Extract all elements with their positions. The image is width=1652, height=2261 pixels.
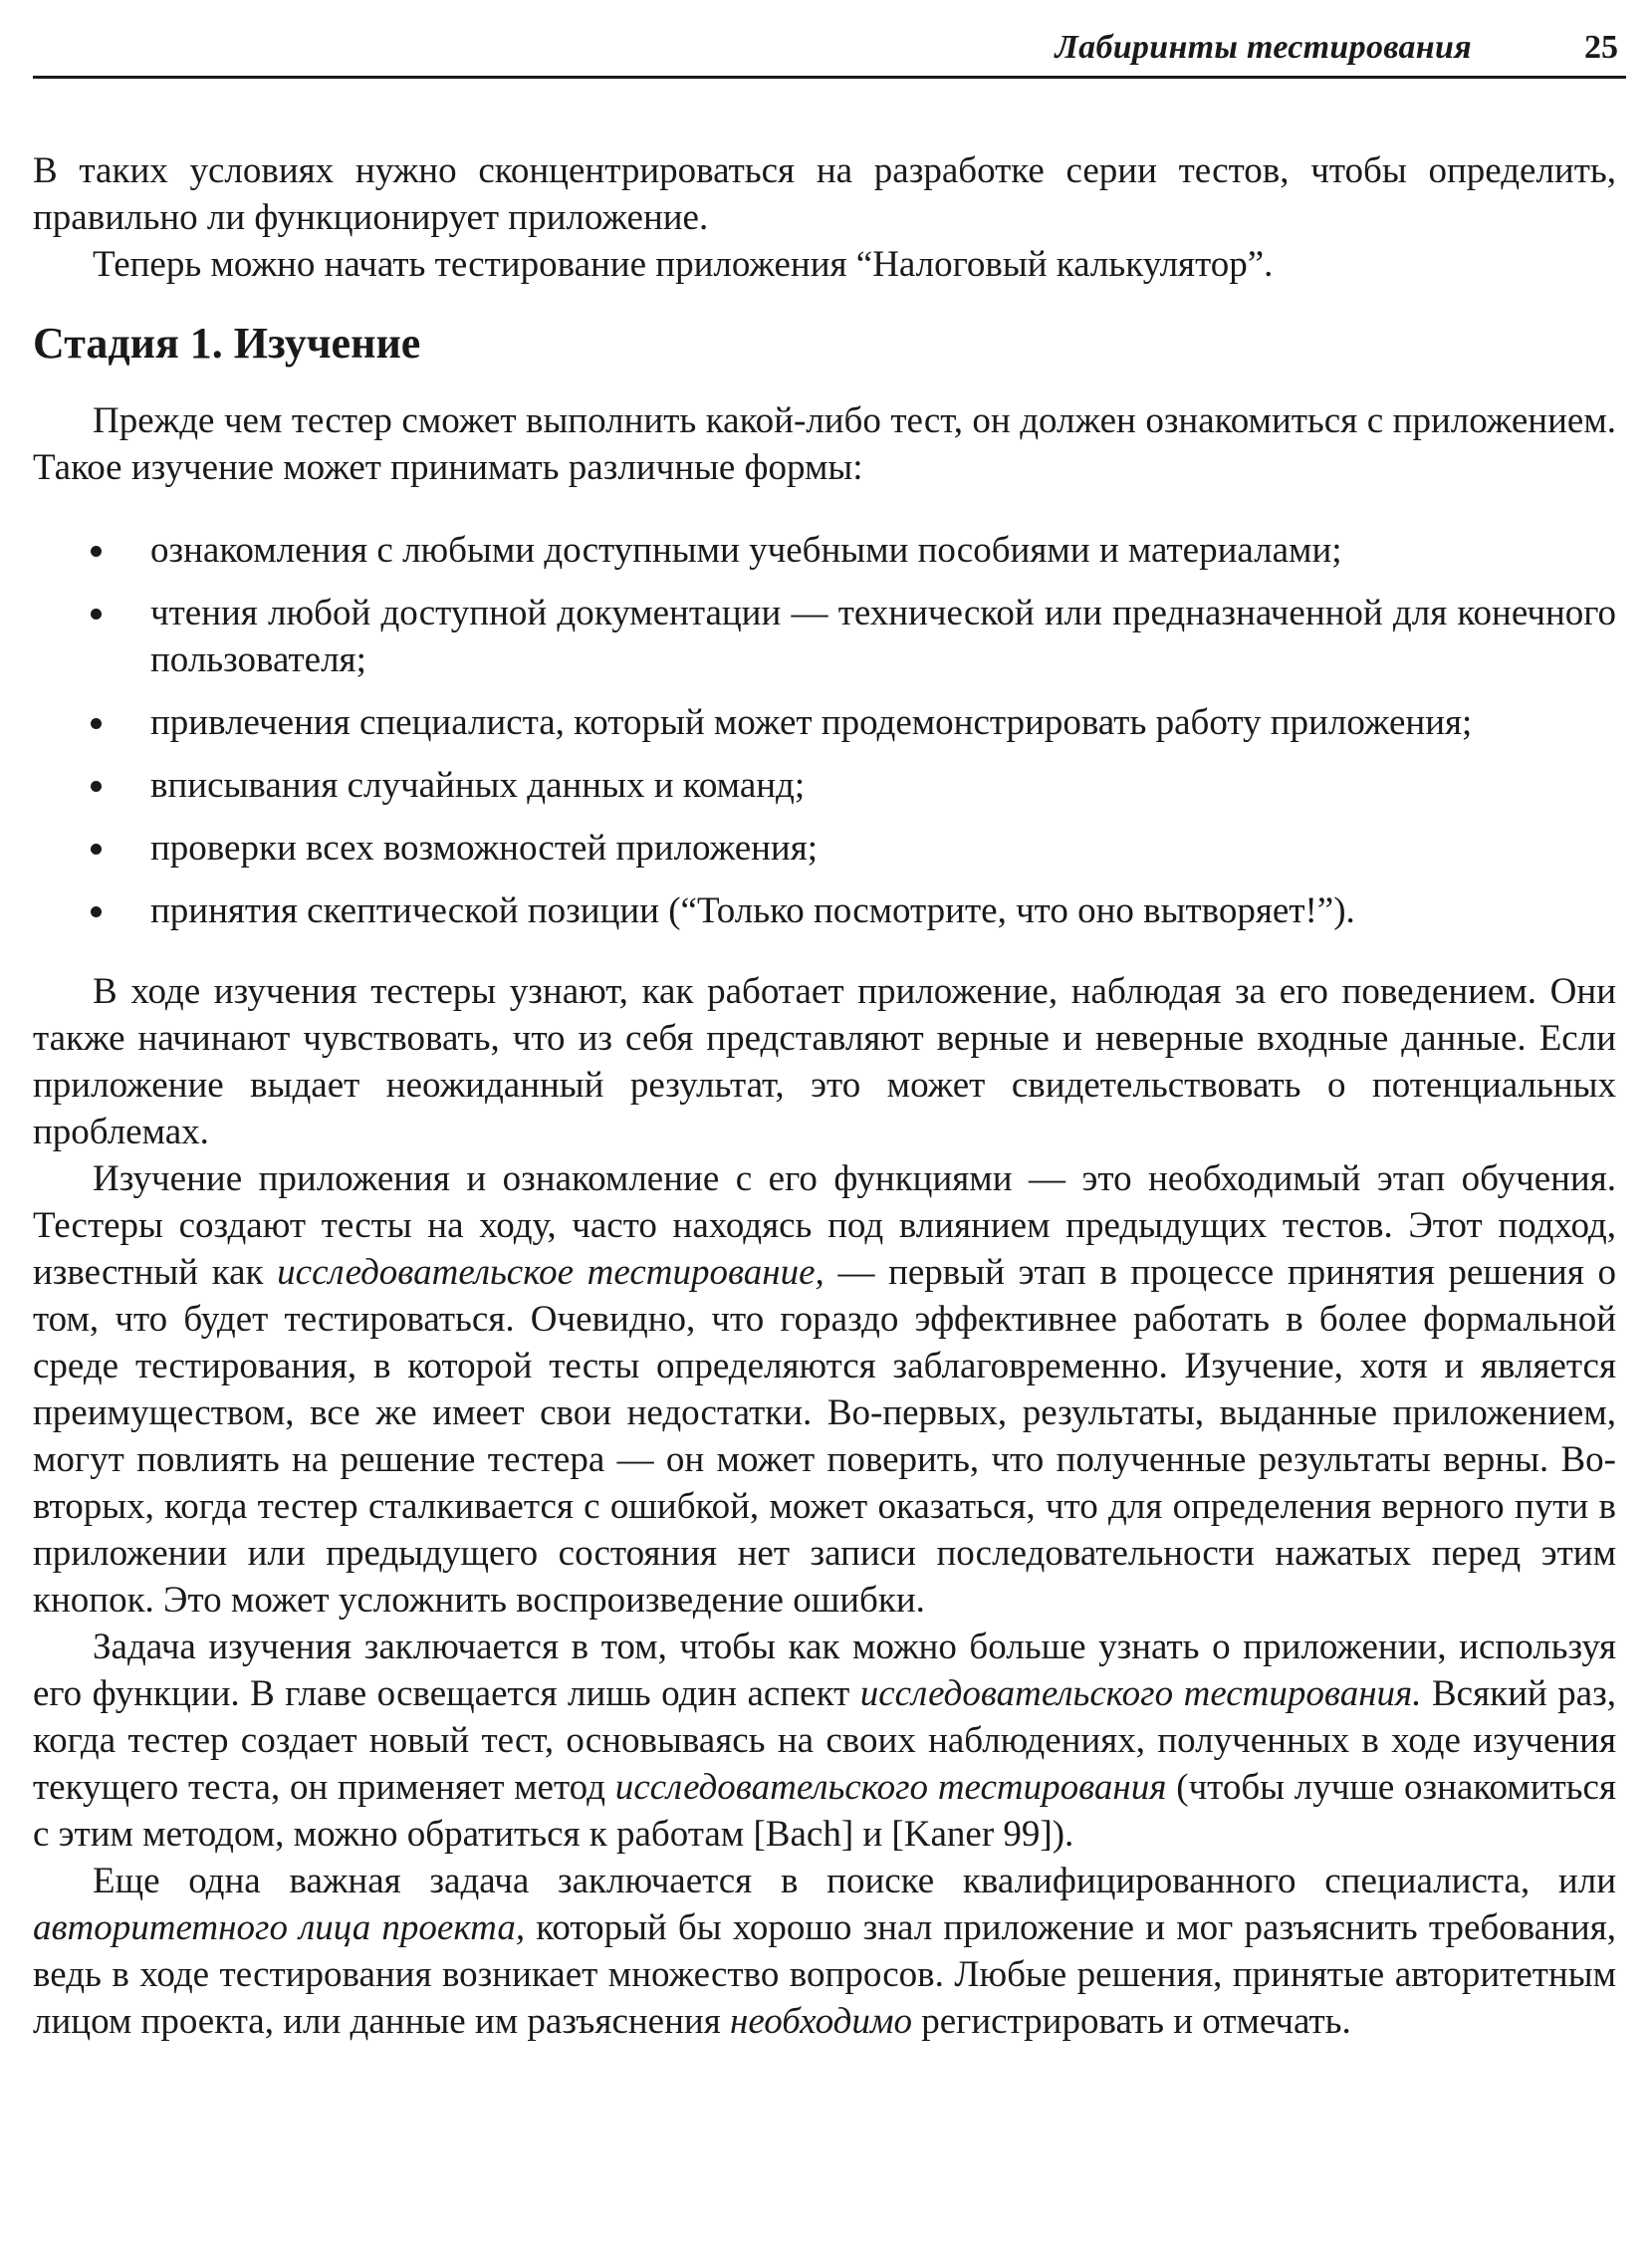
bullet-icon <box>91 906 102 917</box>
section-paragraph-2: В ходе изучения тестеры узнают, как работает приложение, наблюдая за его поведением. Они также начинают чувствовать, что из себя представляют верные и неверные входные данные. Если приложение выдает неожиданный результат, это может свидетельствовать о потенциальных проблемах. <box>33 971 1616 1152</box>
bullet-icon <box>91 718 102 729</box>
italic-term: исследовательского тестирования. <box>859 1673 1422 1714</box>
body-text <box>33 147 1616 2045</box>
running-title: Лабиринты тестирования <box>1055 29 1472 66</box>
list-item <box>33 699 1616 746</box>
list-item-text: чтения любой доступной документации — технической или предназначенной для конечного пользователя; <box>150 593 1616 680</box>
bullet-icon <box>91 546 102 557</box>
list-item <box>33 825 1616 872</box>
list-item <box>33 527 1616 574</box>
paragraph-text: регистрировать и отмечать. <box>911 2001 1351 2042</box>
bullet-icon <box>91 609 102 620</box>
paragraph-text: который бы хорошо знал приложение и мог разъяснить требования, ведь в ходе тестирования возникает множество вопросов. Любые решения, принятые авторитетным лицом проекта, или данные им разъяснения <box>33 1907 1617 2042</box>
italic-term: авторитетного лица проекта, <box>33 1907 526 1948</box>
bullet-icon <box>91 781 102 792</box>
bullet-list <box>33 527 1616 934</box>
paragraph-text: Изучение приложения и ознакомление с его функциями — это необходимый этап обучения. Тестеры создают тесты на ходу, часто находясь под влиянием предыдущих тестов. Этот подход, известный как <box>33 1158 1616 1293</box>
running-header <box>33 18 1626 79</box>
section-paragraph-5 <box>33 1858 1616 2045</box>
paragraph-text: Всякий раз, когда тестер создает новый тест, основываясь на своих наблюдениях, полученных в ходе изучения текущего теста, он применяет метод <box>33 1673 1616 1808</box>
italic-term: исследовательское тестирование, <box>277 1252 825 1293</box>
section-paragraph-3 <box>33 1155 1616 1624</box>
italic-term: исследовательского тестирования <box>614 1767 1167 1808</box>
paragraph-text: — первый этап в процессе принятия решения о том, что будет тестироваться. Очевидно, что гораздо эффективнее работать в более формальной среде тестирования, в которой тесты определяются заблаговременно. Изучение, хотя и является преимуществом, все же имеет свои недостатки. Во-первых, результаты, выданные приложением, могут повлиять на решение тестера — он может поверить, что полученные результаты верны. Во-вторых, когда тестер сталкивается с ошибкой, может оказаться, что для определения верного пути в приложении или предыдущего состояния нет записи последовательности нажатых перед этим кнопок. Это может усложнить воспроизведение ошибки. <box>33 1252 1617 1621</box>
list-item-text: привлечения специалиста, который может продемонстрировать работу приложения; <box>150 702 1473 743</box>
paragraph-text: Задача изучения заключается в том, чтобы как можно больше узнать о приложении, используя его функции. В главе освещается лишь один аспект <box>33 1627 1616 1714</box>
list-item <box>33 887 1616 934</box>
list-item-text: принятия скептической позиции (“Только посмотрите, что оно вытворяет!”). <box>150 890 1355 931</box>
list-item-text: вписывания случайных данных и команд; <box>150 765 806 806</box>
italic-term: необходимо <box>729 2001 912 2042</box>
list-item <box>33 590 1616 683</box>
section-paragraph-1: Прежде чем тестер сможет выполнить какой-либо тест, он должен ознакомиться с приложением. Такое изучение может принимать различные формы: <box>33 400 1616 488</box>
section-paragraph-4 <box>33 1624 1616 1858</box>
intro-paragraph-2: Теперь можно начать тестирование приложения “Налоговый калькулятор”. <box>93 244 1274 285</box>
page-number: 25 <box>1584 29 1618 66</box>
list-item <box>33 762 1616 809</box>
intro-paragraph-1: В таких условиях нужно сконцентрироваться на разработке серии тестов, чтобы определить, правильно ли функционирует приложение. <box>33 150 1616 238</box>
paragraph-text: Еще одна важная задача заключается в поиске квалифицированного специалиста, или <box>93 1861 1616 1901</box>
list-item-text: проверки всех возможностей приложения; <box>150 828 819 869</box>
list-item-text: ознакомления с любыми доступными учебными пособиями и материалами; <box>150 530 1342 571</box>
section-heading: Стадия 1. Изучение <box>33 319 421 368</box>
paragraph-text: (чтобы лучше ознакомиться с этим методом, можно обратиться к работам [Bach] и [Kaner 99]). <box>33 1767 1616 1855</box>
bullet-icon <box>91 844 102 855</box>
